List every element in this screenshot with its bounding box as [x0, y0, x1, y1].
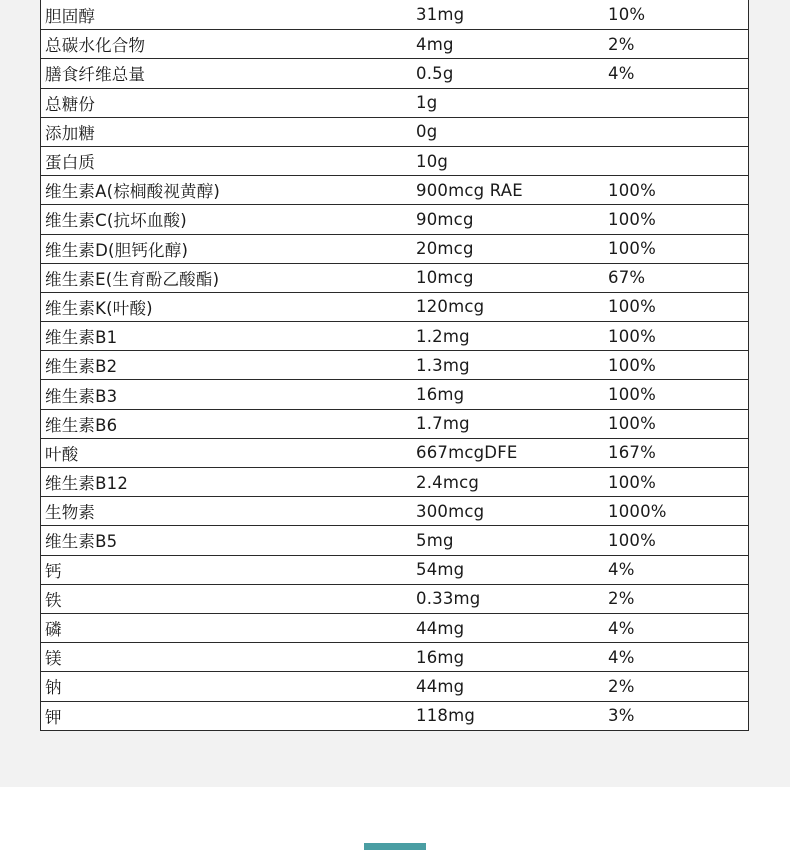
nutrient-daily-value: 100%: [608, 355, 656, 375]
nutrient-daily-value: 2%: [608, 589, 635, 609]
nutrient-name: 维生素B12: [45, 474, 129, 494]
table-row: [41, 146, 748, 175]
nutrient-daily-value: 167%: [608, 443, 656, 463]
nutrient-name: 添加糖: [45, 123, 96, 143]
nutrient-amount: 667mcgDFE: [416, 443, 518, 463]
table-row: [41, 584, 748, 613]
nutrient-daily-value: 4%: [608, 560, 635, 580]
table-row: [41, 555, 748, 584]
table-row: [41, 88, 748, 117]
nutrient-amount: 300mcg: [416, 501, 485, 521]
nutrient-amount: 16mg: [416, 647, 465, 667]
nutrient-name: 维生素B1: [45, 328, 118, 348]
nutrient-name: 钾: [45, 707, 62, 727]
nutrient-daily-value: 100%: [608, 414, 656, 434]
nutrient-amount: 0.33mg: [416, 589, 481, 609]
nutrient-amount: 1.7mg: [416, 414, 470, 434]
nutrient-name: 铁: [45, 590, 62, 610]
nutrient-daily-value: 100%: [608, 472, 656, 492]
nutrient-daily-value: 2%: [608, 676, 635, 696]
table-row: [41, 175, 748, 204]
nutrient-amount: 10g: [416, 151, 449, 171]
nutrient-daily-value: 100%: [608, 239, 656, 259]
nutrient-amount: 0.5g: [416, 63, 454, 83]
nutrient-name: 钠: [45, 678, 62, 698]
table-row: [41, 438, 748, 467]
nutrient-amount: 10mcg: [416, 268, 474, 288]
nutrient-name: 总碳水化合物: [45, 36, 146, 56]
nutrient-amount: 16mg: [416, 385, 465, 405]
nutrient-name: 维生素B5: [45, 532, 118, 552]
nutrient-name: 胆固醇: [45, 6, 96, 26]
table-row: [41, 379, 748, 408]
nutrient-amount: 1.3mg: [416, 355, 470, 375]
nutrient-daily-value: 4%: [608, 647, 635, 667]
table-row: [41, 58, 748, 87]
accent-bar: [364, 843, 426, 850]
nutrient-amount: 120mcg: [416, 297, 485, 317]
nutrient-daily-value: 100%: [608, 180, 656, 200]
nutrient-daily-value: 100%: [608, 209, 656, 229]
nutrient-name: 维生素B2: [45, 357, 118, 377]
table-row: [41, 263, 748, 292]
nutrient-daily-value: 1000%: [608, 501, 667, 521]
nutrient-daily-value: 100%: [608, 530, 656, 550]
nutrient-name: 膳食纤维总量: [45, 65, 146, 85]
table-row: [41, 29, 748, 58]
nutrient-name: 镁: [45, 649, 62, 669]
nutrient-name: 生物素: [45, 503, 96, 523]
table-row: [41, 0, 748, 29]
table-row: [41, 642, 748, 671]
nutrient-name: 维生素A(棕榈酸视黄醇): [45, 182, 221, 202]
nutrient-name: 维生素D(胆钙化醇): [45, 240, 189, 260]
bottom-area: [0, 787, 790, 850]
nutrient-amount: 90mcg: [416, 209, 474, 229]
table-row: [41, 409, 748, 438]
table-row: [41, 321, 748, 350]
table-row: [41, 117, 748, 146]
nutrient-daily-value: 4%: [608, 618, 635, 638]
nutrient-amount: 900mcg RAE: [416, 180, 523, 200]
nutrient-amount: 44mg: [416, 676, 465, 696]
nutrient-daily-value: 100%: [608, 326, 656, 346]
nutrient-name: 维生素E(生育酚乙酸酯): [45, 269, 220, 289]
nutrient-daily-value: 100%: [608, 297, 656, 317]
table-row: [41, 525, 748, 554]
nutrient-name: 维生素K(叶酸): [45, 298, 153, 318]
nutrient-name: 维生素C(抗坏血酸): [45, 211, 187, 231]
nutrient-daily-value: 2%: [608, 34, 635, 54]
nutrient-name: 磷: [45, 620, 62, 640]
table-row: [41, 671, 748, 700]
table-row: [41, 496, 748, 525]
table-row: [41, 234, 748, 263]
nutrient-daily-value: 4%: [608, 63, 635, 83]
table-row: [41, 350, 748, 379]
nutrient-amount: 20mcg: [416, 239, 474, 259]
nutrient-amount: 44mg: [416, 618, 465, 638]
nutrient-name: 总糖份: [45, 94, 96, 114]
nutrient-name: 钙: [45, 561, 62, 581]
nutrient-amount: 4mg: [416, 34, 454, 54]
nutrient-daily-value: 3%: [608, 706, 635, 726]
table-row: [41, 467, 748, 496]
nutrient-amount: 5mg: [416, 530, 454, 550]
nutrient-amount: 1g: [416, 93, 438, 113]
nutrient-name: 维生素B3: [45, 386, 118, 406]
nutrient-name: 叶酸: [45, 444, 79, 464]
nutrient-amount: 54mg: [416, 560, 465, 580]
nutrient-amount: 31mg: [416, 5, 465, 25]
nutrition-table: [40, 0, 749, 731]
nutrient-amount: 2.4mcg: [416, 472, 480, 492]
nutrient-name: 维生素B6: [45, 415, 118, 435]
table-row: [41, 613, 748, 642]
nutrient-name: 蛋白质: [45, 153, 96, 173]
table-row: [41, 701, 748, 730]
nutrient-amount: 118mg: [416, 706, 476, 726]
nutrient-amount: 1.2mg: [416, 326, 470, 346]
table-row: [41, 204, 748, 233]
nutrient-daily-value: 100%: [608, 385, 656, 405]
table-row: [41, 292, 748, 321]
nutrient-daily-value: 10%: [608, 5, 646, 25]
nutrient-amount: 0g: [416, 122, 438, 142]
nutrient-daily-value: 67%: [608, 268, 646, 288]
